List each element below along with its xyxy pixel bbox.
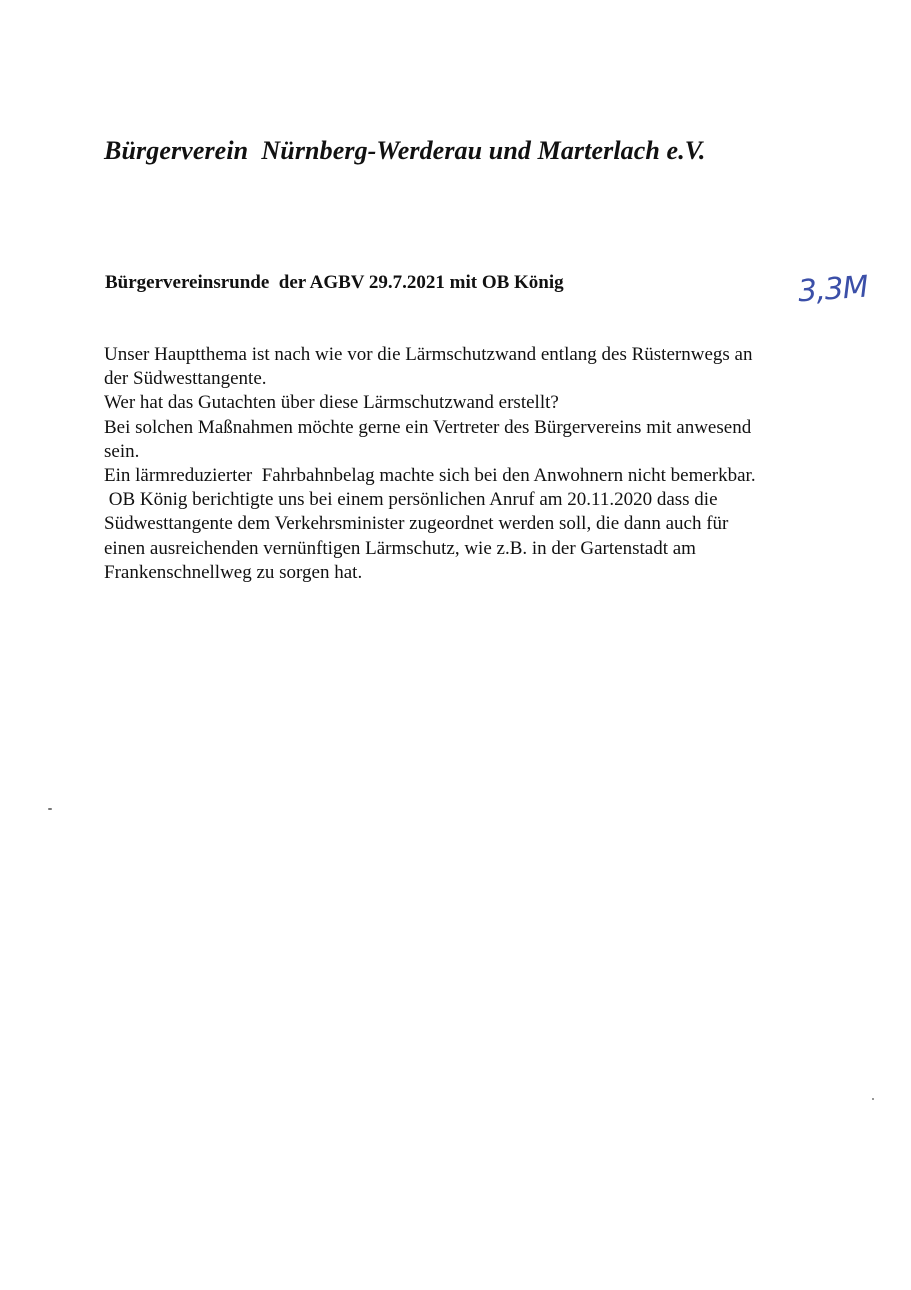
meeting-title: Bürgervereinsrunde der AGBV 29.7.2021 mit OB König [105,272,564,293]
body-line: OB König berichtigte uns bei einem persönlichen Anruf am 20.11.2020 dass die [104,489,718,511]
body-line: Südwesttangente dem Verkehrsminister zugeordnet werden soll, die dann auch für [104,513,729,535]
body-line: der Südwesttangente. [104,368,267,390]
scan-speck [872,1098,874,1100]
body-line: Ein lärmreduzierter Fahrbahnbelag machte sich bei den Anwohnern nicht bemerkbar. [104,465,756,487]
body-line: einen ausreichenden vernünftigen Lärmschutz, wie z.B. in der Gartenstadt am [104,537,696,559]
body-line: Unser Hauptthema ist nach wie vor die Lärmschutzwand entlang des Rüsternwegs an [104,344,753,365]
body-line: Wer hat das Gutachten über diese Lärmschutzwand erstellt? [104,392,559,414]
body-text [104,343,824,585]
handwritten-note: 3,3M [796,269,869,310]
organization-title: Bürgerverein Nürnberg-Werderau und Marterlach e.V. [104,136,706,165]
body-line: sein. [104,440,140,462]
body-line: Bei solchen Maßnahmen möchte gerne ein Vertreter des Bürgervereins mit anwesend [104,416,752,438]
body-line: Frankenschnellweg zu sorgen hat. [104,561,363,583]
scan-speck [48,808,52,810]
